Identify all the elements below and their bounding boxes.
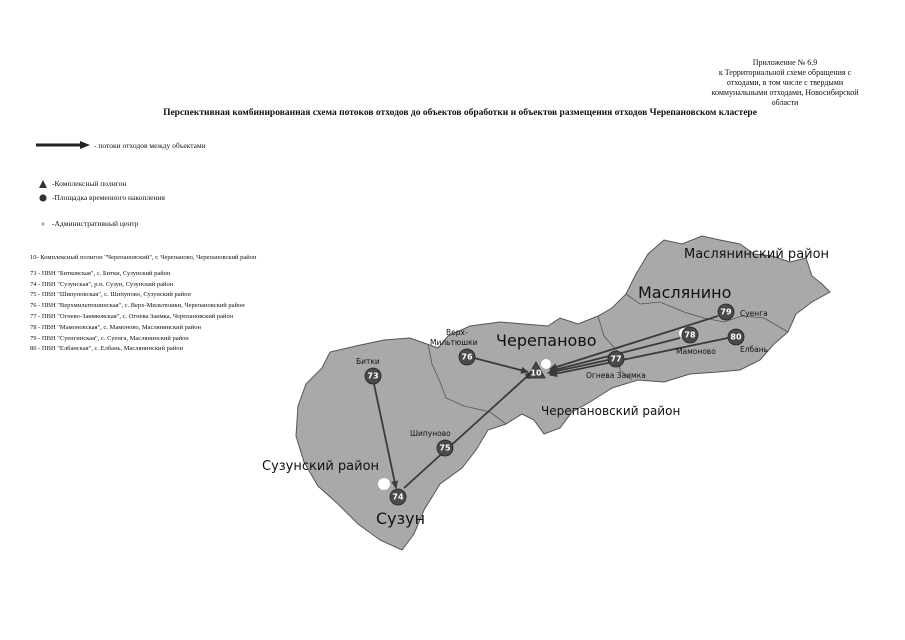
marker-number: 75 <box>439 443 451 453</box>
marker-number: 10 <box>530 368 542 378</box>
site-marker-75 <box>437 440 453 456</box>
appendix-line: Приложение № 6.9 <box>752 58 818 67</box>
legend-polygon-label: -Комплексный полигон <box>52 179 127 188</box>
marker-number: 74 <box>392 492 404 502</box>
legend-flow-label: - потоки отходов между объектами <box>94 140 206 150</box>
marker-number: 77 <box>610 354 622 364</box>
marker-number: 80 <box>730 332 742 342</box>
site-marker-78 <box>682 327 698 343</box>
legend-center-label: -Административный центр <box>52 219 139 228</box>
center-label: Сузун <box>376 509 426 528</box>
center-dot <box>541 359 551 369</box>
appendix-line: коммунальными отходами, Новосибирской <box>711 88 859 97</box>
region-label: Черепановский район <box>541 404 681 418</box>
settlement-label: Мамоново <box>676 347 716 356</box>
list-item: 75 - ПВН "Шипуновская", с. Шипуново, Сузунский район <box>30 291 191 299</box>
list-item: 73 - ПВН "Битковская", с. Битки, Сузунский район <box>30 269 171 277</box>
marker-number: 78 <box>684 330 696 340</box>
site-marker-77 <box>608 351 624 367</box>
marker-number: 76 <box>461 352 473 362</box>
marker-number: 79 <box>720 307 732 317</box>
appendix-line: к Территориальной схеме обращения с <box>718 68 852 77</box>
appendix-line: области <box>771 98 799 107</box>
site-marker-80 <box>728 329 744 345</box>
site-marker-79 <box>718 304 734 320</box>
center-label: Маслянино <box>638 283 732 302</box>
legend-site-label: -Площадка временного накопления <box>52 193 165 202</box>
settlement-label: Битки <box>356 357 380 366</box>
polygon-entry: 10- Комплексный полигон "Черепановский", г. Черепаново, Черепановский район <box>30 254 257 261</box>
page-title: Перспективная комбинированная схема потоков отходов до объектов обработки и объектов размещения отходов Черепановском кластере <box>163 108 757 118</box>
site-marker-73 <box>365 368 381 384</box>
site-marker-74 <box>390 489 406 505</box>
center-label: Черепаново <box>496 331 597 350</box>
settlement-label: Огнева Заимка <box>586 371 646 380</box>
settlement-label: Верх- <box>446 328 468 337</box>
region-label: Сузунский район <box>262 459 380 474</box>
marker-number: 73 <box>367 371 379 381</box>
list-item: 74 - ПВН "Сузунская", р.п. Сузун, Сузунский район <box>30 280 174 288</box>
appendix-line: отходами, в том числе с твердыми <box>726 78 844 87</box>
list-item: 77 - ПВН "Огнево-Заимковская", с. Огнева Заимка, Черепановский район <box>30 312 234 320</box>
region-label: Маслянинский район <box>684 247 830 262</box>
list-item: 78 - ПВН "Мамоновская", с. Мамоново, Маслянинский район <box>30 323 202 331</box>
list-item: 80 - ПВН "Елбанская", с. Елбань, Маслянинский район <box>30 345 183 353</box>
settlement-label: Шипуново <box>410 429 451 438</box>
site-marker-76 <box>459 349 475 365</box>
list-item: 76 - ПВН "Верхмильтюшинская", с. Верх-Мильтюшки, Черепановский район <box>30 302 245 310</box>
list-item: 79 - ПВН "Суенгинская", с. Суенга, Маслянинский район <box>30 334 189 342</box>
center-dot <box>378 478 390 490</box>
settlement-label: Мильтюшки <box>430 338 478 347</box>
settlement-label: Суенга <box>740 309 768 318</box>
settlement-label: Елбань <box>740 345 769 354</box>
